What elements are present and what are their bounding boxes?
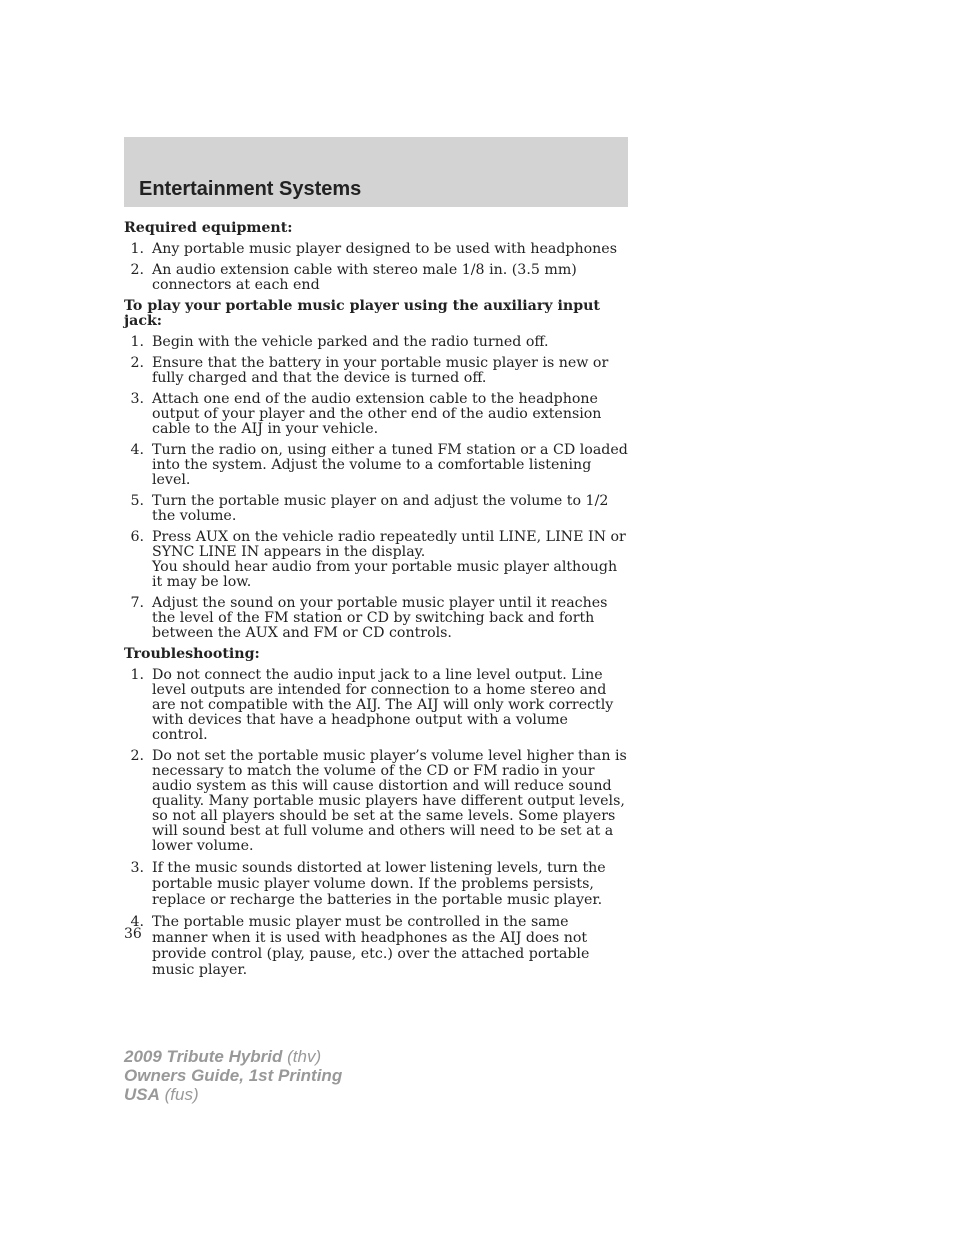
document-footer [124, 1047, 342, 1104]
list-item: 1. Any portable music player designed to be used with headphones [130, 241, 617, 257]
list-item: 4. The portable music player must be controlled in the same manner when it is used with headphones as the AIJ does not provide control (play, pause, etc.) over the attached portable music player. [130, 914, 590, 978]
list-item: 2. Ensure that the battery in your portable music player is new or fully charged and that the device is turned off. [130, 355, 609, 386]
required-equipment-list [124, 242, 628, 293]
list-item: 3. If the music sounds distorted at lower listening levels, turn the portable music player volume down. If the problems persists, replace or recharge the batteries in the portable music player. [130, 860, 606, 908]
required-equipment-heading: Required equipment: [124, 220, 293, 236]
footer-model-code: (thv) [287, 1047, 322, 1066]
list-item: 4. Turn the radio on, using either a tuned FM station or a CD loaded into the system. Adjust the volume to a comfortable listening level. [130, 442, 628, 488]
list-item: 1. Do not connect the audio input jack to a line level output. Line level outputs are intended for connection to a home stereo and are not compatible with the AIJ. The AIJ will only work correctly with devices that have a headphone output with a volume control. [130, 667, 614, 743]
list-item: 2. An audio extension cable with stereo male 1/8 in. (3.5 mm) connectors at each end [130, 262, 577, 293]
footer-region-code: (fus) [164, 1085, 199, 1104]
footer-model: 2009 Tribute Hybrid [124, 1047, 283, 1066]
section-header [124, 137, 628, 207]
footer-edition: Owners Guide, 1st Printing [124, 1066, 343, 1085]
item-note: You should hear audio from your portable music player although it may be low. [152, 559, 618, 590]
section-title: Entertainment Systems [139, 178, 362, 200]
list-item: 3. Attach one end of the audio extension cable to the headphone output of your player and the other end of the audio extension cable to the AIJ in your vehicle. [130, 391, 602, 437]
list-item: 2. Do not set the portable music player’s volume level higher than is necessary to match the volume of the CD or FM radio in your audio system as this will cause distortion and will reduce sound quality. Many portable music players have different output levels, so not all players should be set at the same levels. Some players will sound best at full volume and others will need to be set at a lower volume. [130, 748, 627, 854]
list-item: 1. Begin with the vehicle parked and the radio turned off. [130, 334, 549, 350]
play-instructions-list [124, 335, 628, 641]
list-item: 7. Adjust the sound on your portable music player until it reaches the level of the FM station or CD by switching back and forth between the AUX and FM or CD controls. [130, 595, 608, 641]
page-number: 36 [124, 926, 142, 942]
list-item: 6. Press AUX on the vehicle radio repeatedly until LINE, LINE IN or SYNC LINE IN appears in the display. You should hear audio from your portable music player although it may be low. [130, 529, 626, 590]
list-item: 5. Turn the portable music player on and adjust the volume to 1/2 the volume. [130, 493, 609, 524]
troubleshooting-heading: Troubleshooting: [124, 646, 260, 662]
page-content [124, 221, 628, 984]
footer-region: USA [124, 1085, 160, 1104]
play-instructions-heading: To play your portable music player using the auxiliary input jack: [124, 298, 600, 329]
troubleshooting-list [124, 668, 628, 978]
